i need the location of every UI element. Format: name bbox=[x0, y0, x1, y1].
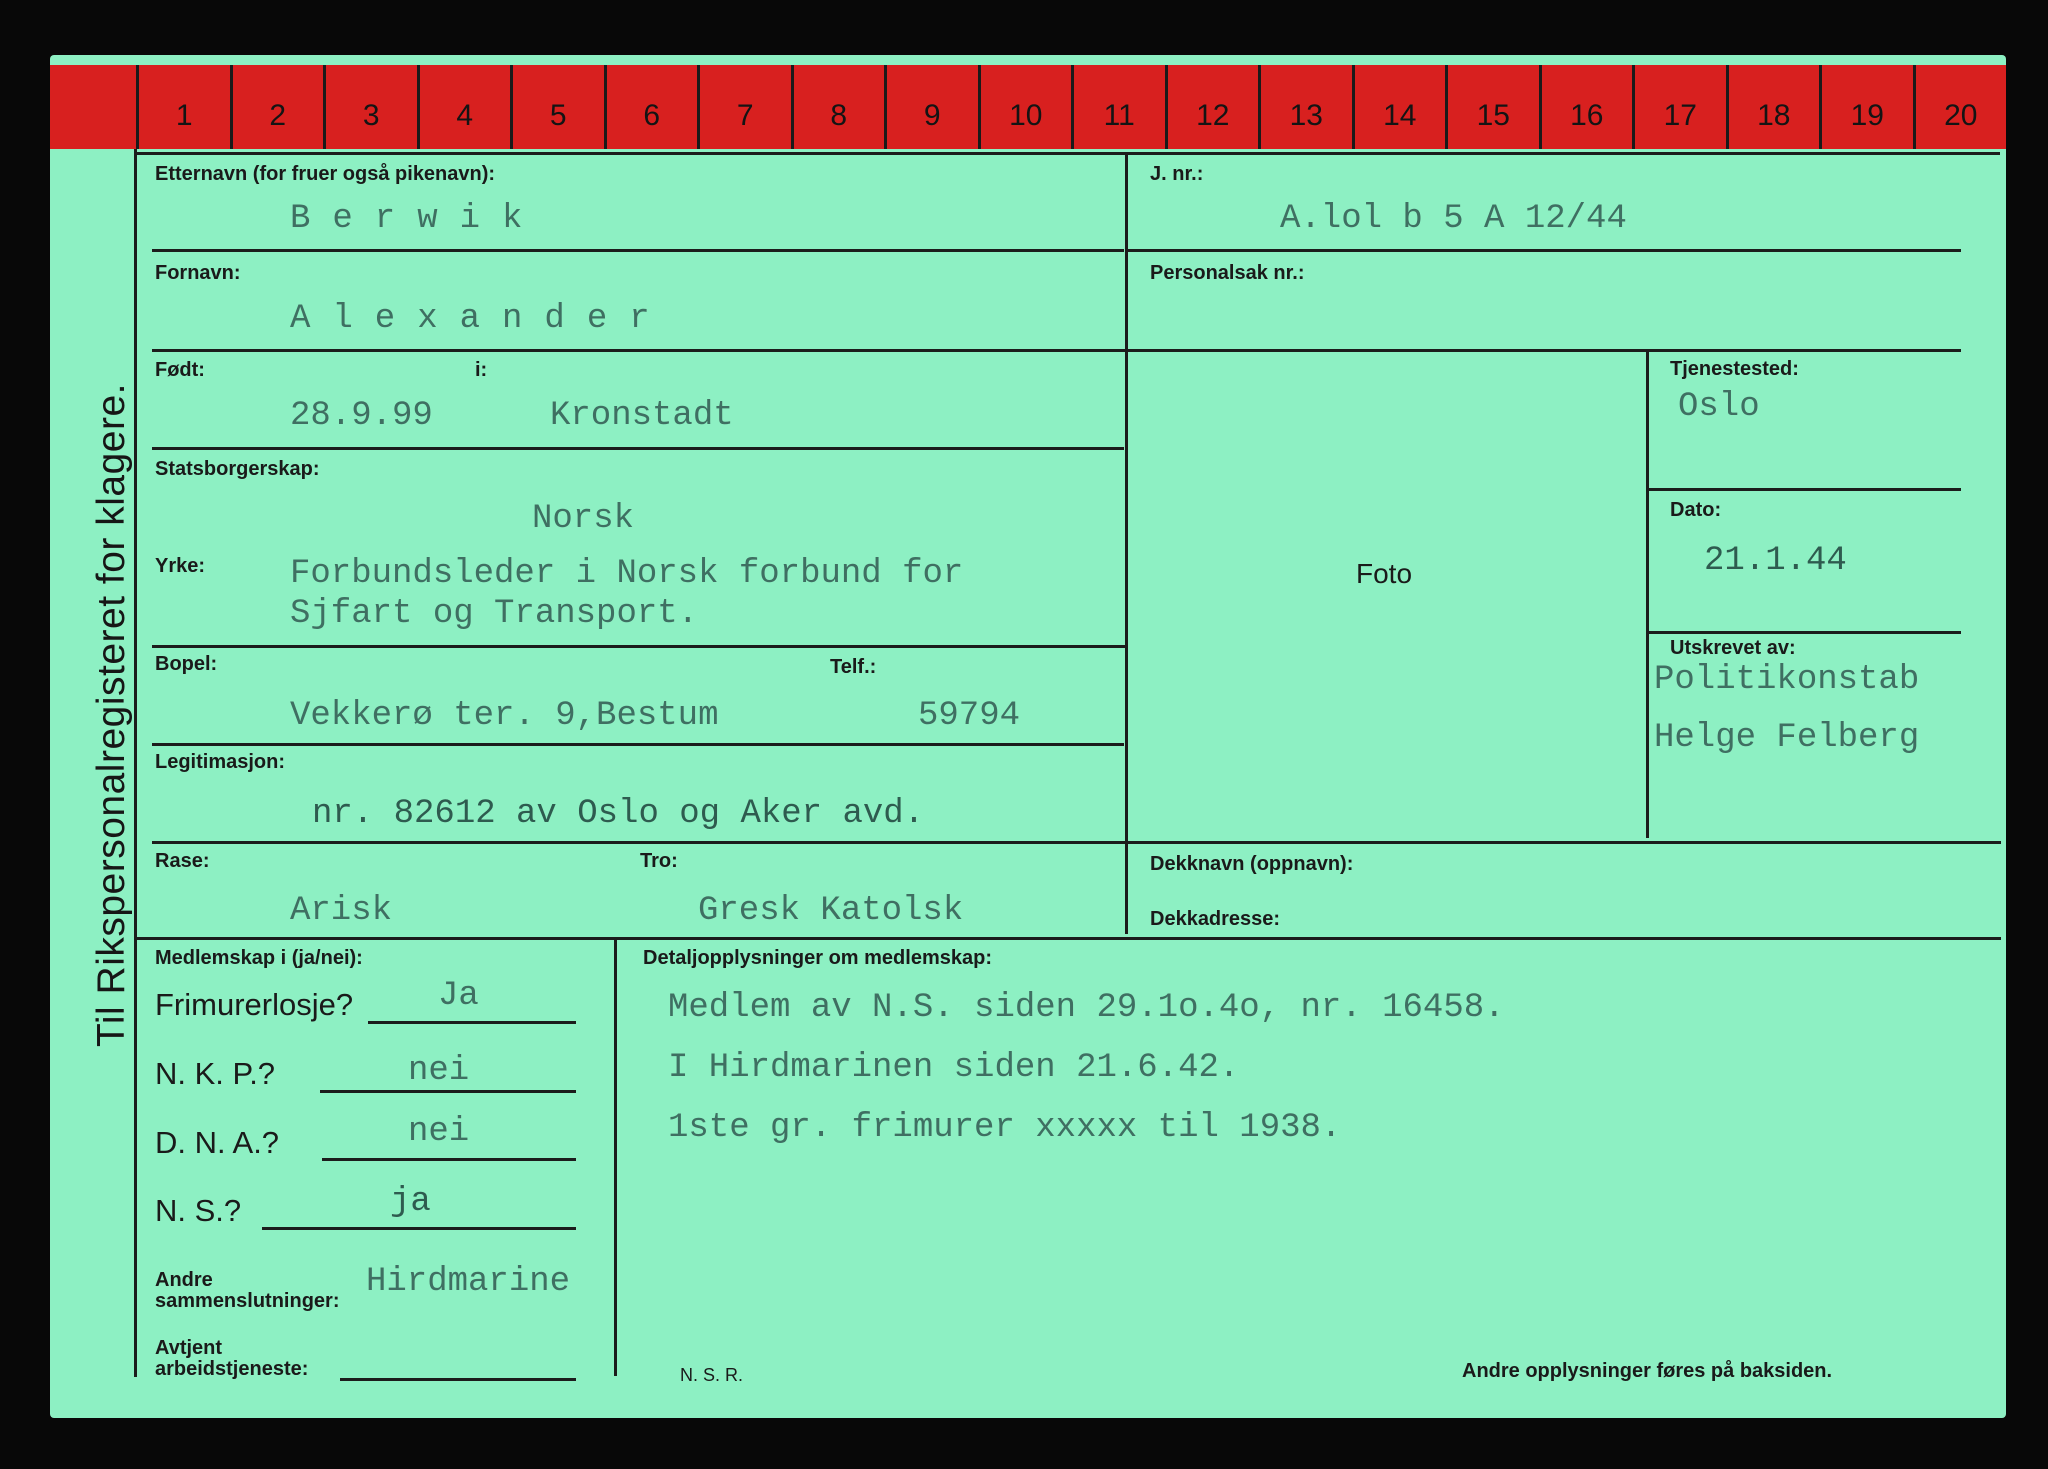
line bbox=[152, 349, 1125, 352]
column-number: 2 bbox=[233, 65, 327, 149]
column-number: 19 bbox=[1822, 65, 1916, 149]
column-number: 14 bbox=[1355, 65, 1449, 149]
line bbox=[152, 447, 1124, 450]
right-column-divider-line bbox=[1646, 351, 1649, 838]
andre-opplysninger-note: Andre opplysninger føres på baksiden. bbox=[1462, 1360, 1833, 1382]
legitimasjon-label: Legitimasjon: bbox=[155, 751, 286, 773]
ns-question: N. S.? bbox=[155, 1193, 242, 1228]
column-number: 13 bbox=[1261, 65, 1355, 149]
column-number: 9 bbox=[887, 65, 981, 149]
line bbox=[152, 841, 1125, 844]
telf-value: 59794 bbox=[918, 697, 1021, 735]
answer-line bbox=[322, 1158, 576, 1161]
column-number: 12 bbox=[1168, 65, 1262, 149]
dna-answer: nei bbox=[408, 1113, 470, 1151]
side-caption: Til Rikspersonalregisteret for klagere. bbox=[90, 383, 133, 1047]
bopel-label: Bopel: bbox=[155, 653, 218, 675]
fornavn-label: Fornavn: bbox=[155, 262, 241, 284]
yrke-value-line-2: Sjfart og Transport. bbox=[290, 595, 699, 633]
telf-label: Telf.: bbox=[830, 656, 877, 678]
utskrevet-value-line-1: Politikonstab bbox=[1654, 661, 1920, 699]
ns-answer: ja bbox=[390, 1183, 431, 1221]
answer-line bbox=[340, 1378, 576, 1381]
column-number-bar bbox=[50, 65, 2006, 149]
nsr-mark: N. S. R. bbox=[680, 1365, 744, 1385]
andre-label-line-1: Andre bbox=[155, 1269, 213, 1291]
fornavn-value: Alexander bbox=[290, 300, 672, 338]
column-number: 20 bbox=[1944, 99, 1978, 132]
medlemskap-label: Medlemskap i (ja/nei): bbox=[155, 947, 363, 969]
column-number: 17 bbox=[1635, 65, 1729, 149]
line bbox=[152, 249, 1124, 252]
column-number: 11 bbox=[1074, 65, 1168, 149]
fodt-label: Født: bbox=[155, 359, 205, 381]
detalj-line-3: 1ste gr. frimurer xxxxx til 1938. bbox=[668, 1109, 1342, 1147]
detalj-line-1: Medlem av N.S. siden 29.1o.4o, nr. 16458. bbox=[668, 989, 1505, 1027]
line bbox=[1648, 488, 1961, 491]
statsborgerskap-label: Statsborgerskap: bbox=[155, 458, 320, 480]
etternavn-label: Etternavn (for fruer også pikenavn): bbox=[155, 163, 496, 185]
line bbox=[134, 937, 2001, 940]
personalsak-label: Personalsak nr.: bbox=[1150, 262, 1305, 284]
fodested-label: i: bbox=[475, 359, 488, 381]
center-divider-line bbox=[1125, 152, 1128, 934]
frimurer-question: Frimurerlosje? bbox=[155, 987, 354, 1022]
column-number: 5 bbox=[513, 65, 607, 149]
dekknavn-label: Dekknavn (oppnavn): bbox=[1150, 853, 1354, 875]
rase-label: Rase: bbox=[155, 850, 210, 872]
column-number: 7 bbox=[700, 65, 794, 149]
bopel-value: Vekkerø ter. 9,Bestum bbox=[290, 697, 719, 735]
jnr-label: J. nr.: bbox=[1150, 163, 1204, 185]
nkp-answer: nei bbox=[408, 1052, 470, 1090]
column-number: 6 bbox=[607, 65, 701, 149]
utskrevet-label: Utskrevet av: bbox=[1670, 637, 1796, 659]
tjenestested-value: Oslo bbox=[1678, 388, 1760, 426]
yrke-label: Yrke: bbox=[155, 555, 206, 577]
column-number: 18 bbox=[1729, 65, 1823, 149]
detalj-line-2: I Hirdmarinen siden 21.6.42. bbox=[668, 1049, 1240, 1087]
column-number: 8 bbox=[794, 65, 888, 149]
photo-placeholder: Foto bbox=[1356, 558, 1413, 589]
line bbox=[152, 645, 1125, 648]
dato-value: 21.1.44 bbox=[1704, 542, 1847, 580]
column-number: 3 bbox=[326, 65, 420, 149]
line bbox=[1648, 631, 1961, 634]
tro-value: Gresk Katolsk bbox=[698, 892, 964, 930]
rase-value: Arisk bbox=[290, 892, 393, 930]
column-number: 1 bbox=[139, 65, 233, 149]
dna-question: D. N. A.? bbox=[155, 1125, 280, 1160]
nkp-question: N. K. P.? bbox=[155, 1056, 276, 1091]
andre-label-line-2: sammenslutninger: bbox=[155, 1290, 340, 1312]
line bbox=[1127, 841, 2001, 844]
column-number: 16 bbox=[1542, 65, 1636, 149]
dato-label: Dato: bbox=[1670, 499, 1722, 521]
line bbox=[152, 743, 1124, 746]
fodt-value: 28.9.99 bbox=[290, 397, 433, 435]
detalj-label: Detaljopplysninger om medlemskap: bbox=[643, 947, 992, 969]
avtjent-label-line-1: Avtjent bbox=[155, 1337, 223, 1359]
frimurer-answer: Ja bbox=[438, 977, 479, 1015]
legitimasjon-value: nr. 82612 av Oslo og Aker avd. bbox=[312, 795, 925, 833]
header-underline bbox=[134, 152, 2000, 155]
line bbox=[1127, 349, 1961, 352]
answer-line bbox=[368, 1021, 576, 1024]
dekkadresse-label: Dekkadresse: bbox=[1150, 908, 1281, 930]
tro-label: Tro: bbox=[640, 850, 678, 872]
column-bar-lead bbox=[50, 65, 139, 149]
etternavn-value: Berwik bbox=[290, 200, 545, 238]
answer-line bbox=[320, 1090, 576, 1093]
jnr-value: A.lol b 5 A 12/44 bbox=[1280, 200, 1627, 238]
utskrevet-value-line-2: Helge Felberg bbox=[1654, 719, 1920, 757]
avtjent-label-line-2: arbeidstjeneste: bbox=[155, 1358, 309, 1380]
column-number: 4 bbox=[420, 65, 514, 149]
registry-card bbox=[50, 55, 2006, 1418]
answer-line bbox=[262, 1227, 576, 1230]
line bbox=[1127, 249, 1961, 252]
column-number: 10 bbox=[981, 65, 1075, 149]
yrke-value-line-1: Forbundsleder i Norsk forbund for bbox=[290, 555, 964, 593]
andre-value: Hirdmarine bbox=[366, 1263, 571, 1301]
membership-divider-line bbox=[614, 940, 617, 1376]
tjenestested-label: Tjenestested: bbox=[1670, 358, 1799, 380]
fodested-value: Kronstadt bbox=[550, 397, 734, 435]
column-number: 15 bbox=[1448, 65, 1542, 149]
left-border-line bbox=[134, 149, 137, 1377]
statsborgerskap-value: Norsk bbox=[532, 500, 635, 538]
